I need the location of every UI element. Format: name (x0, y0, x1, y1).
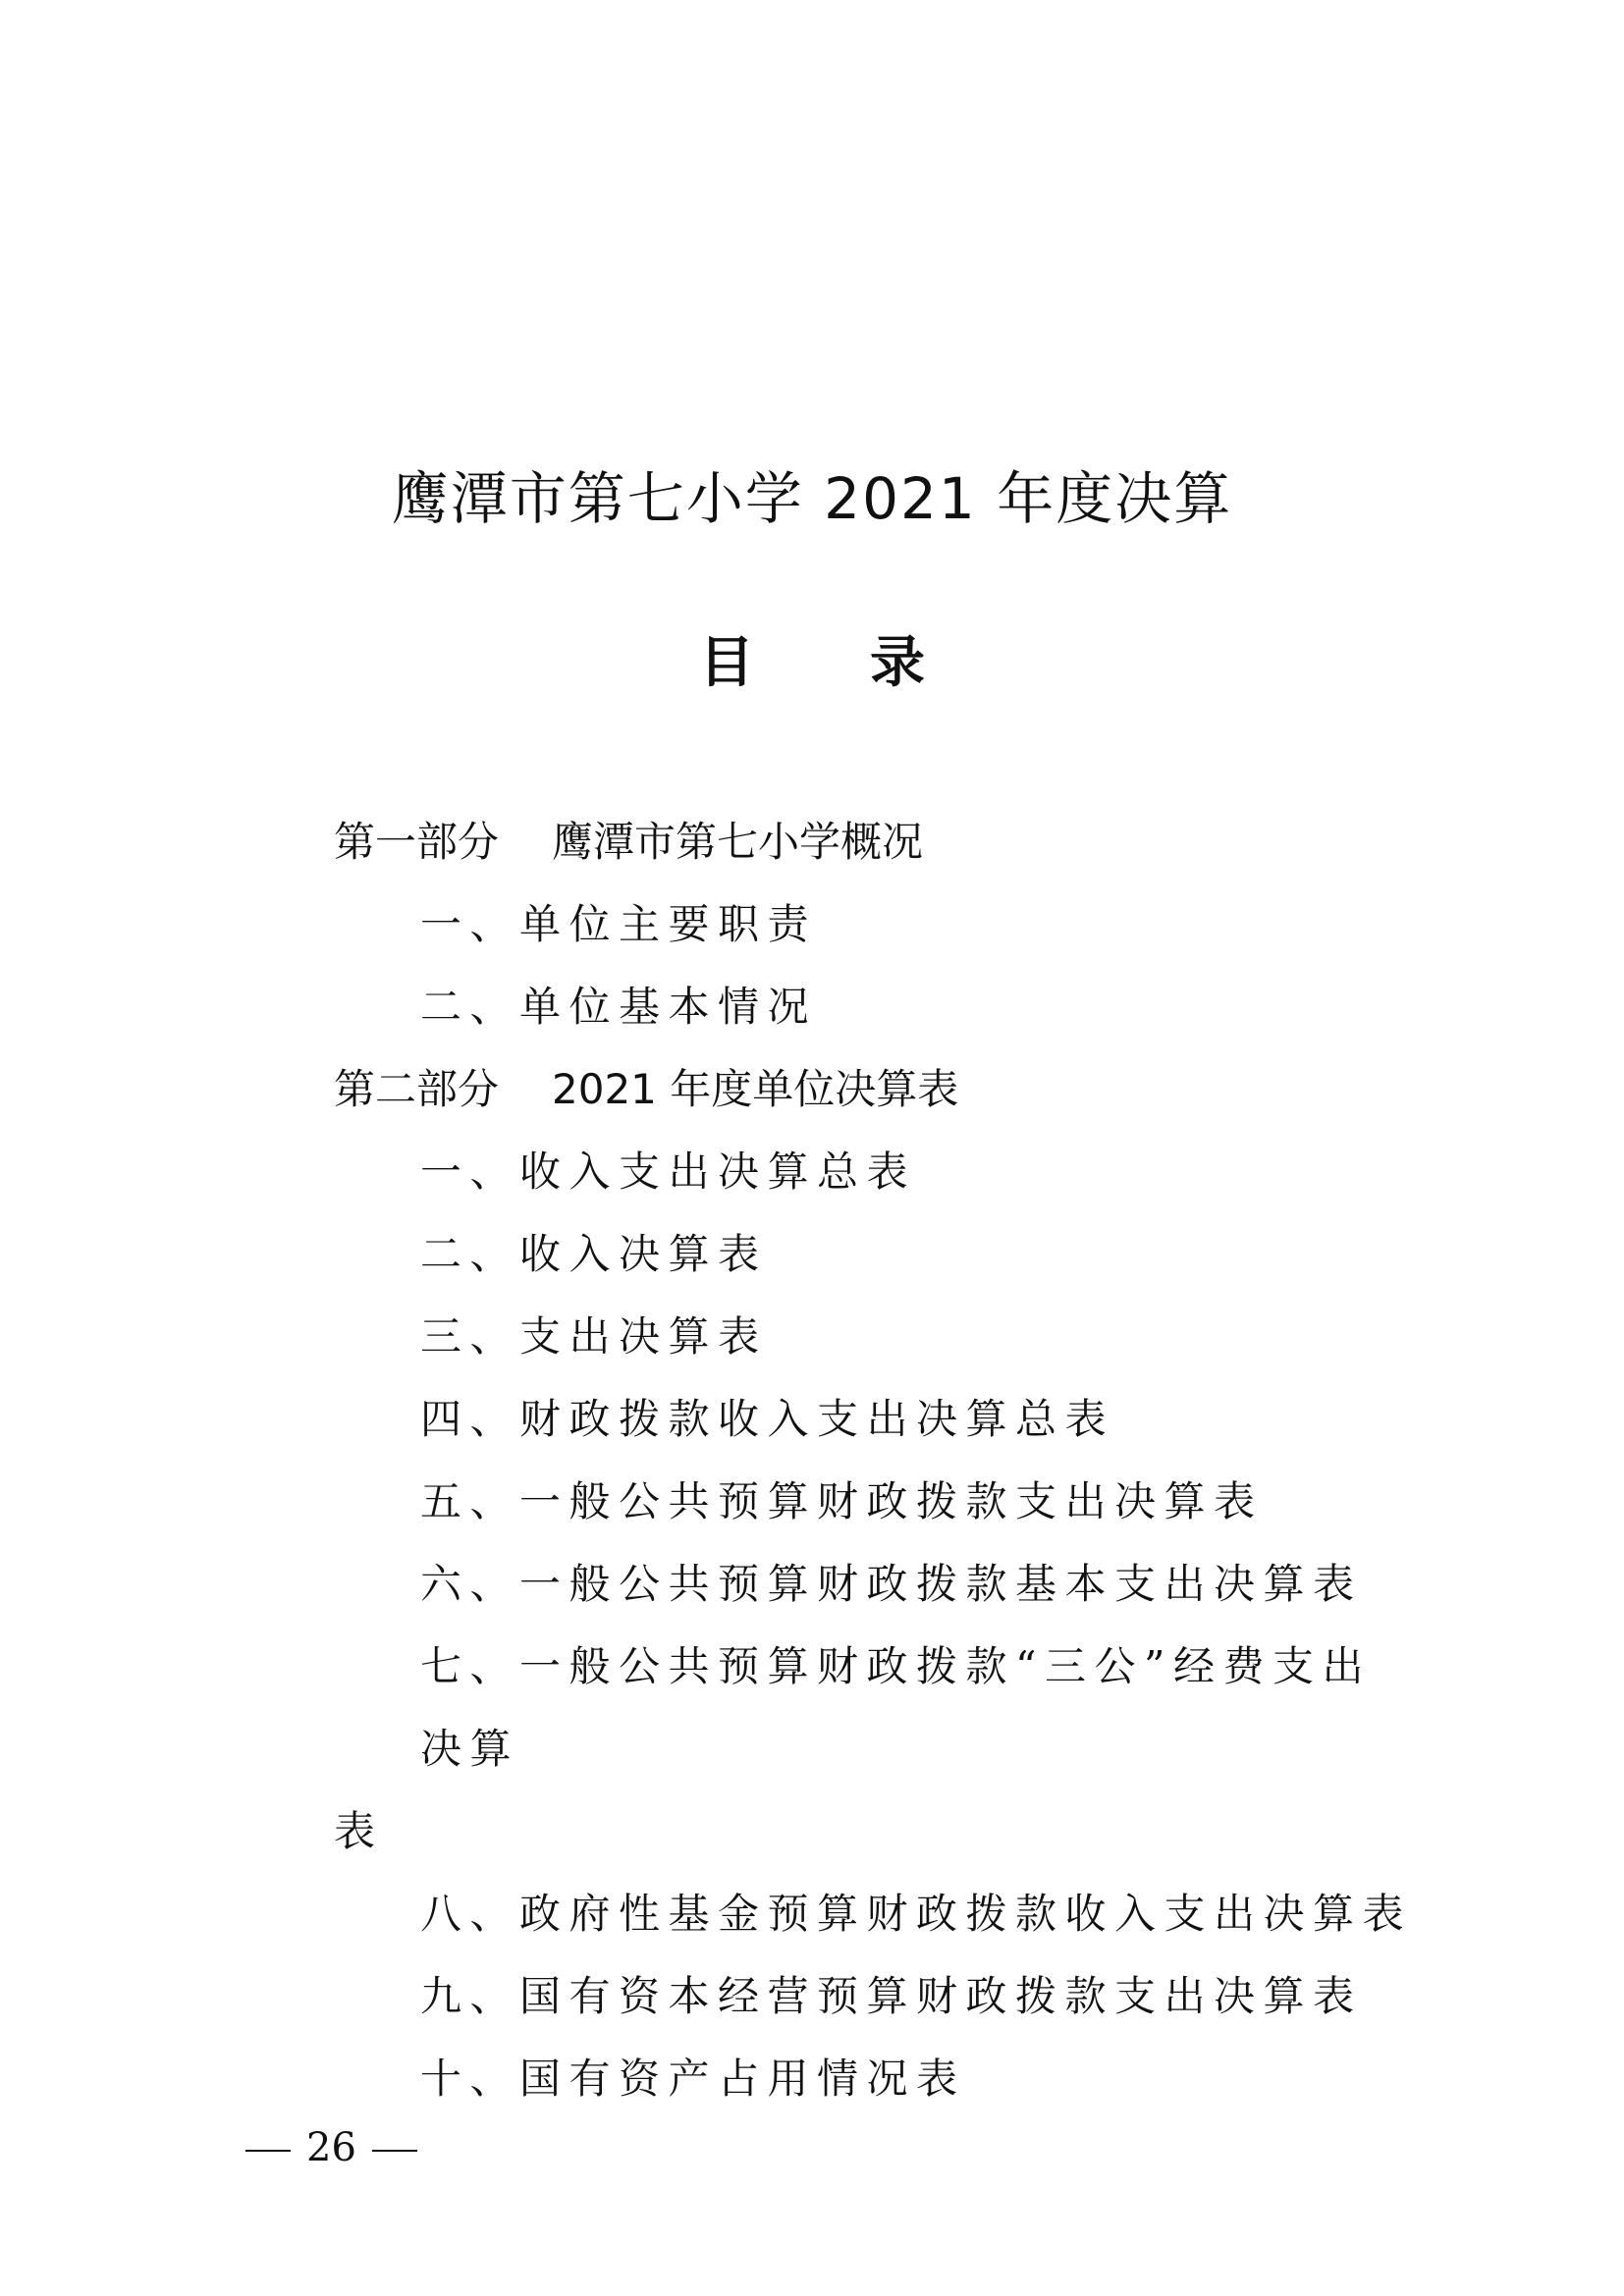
table-of-contents (334, 801, 1413, 2120)
toc-item: 六、一般公共预算财政拨款基本支出决算表 (420, 1560, 1363, 1608)
toc-item: 三、支出决算表 (420, 1312, 768, 1361)
document-title: 鹰潭市第七小学 2021 年度决算 (391, 465, 1233, 532)
toc-item: 一、单位主要职责 (420, 900, 818, 948)
toc-part-2-label: 第二部分 (334, 1065, 500, 1113)
toc-item-line-2: 表 (334, 1807, 384, 1855)
toc-item: 五、一般公共预算财政拨款支出决算表 (420, 1477, 1264, 1525)
page-number: 26 (306, 2125, 356, 2170)
toc-heading-char-1: 目 (699, 631, 754, 695)
toc-item: 一、收入支出决算总表 (420, 1148, 917, 1196)
toc-item: 四、财政拨款收入支出决算总表 (420, 1395, 1115, 1443)
toc-item: 十、国有资产占用情况表 (420, 2055, 966, 2103)
toc-part-1 (334, 801, 1394, 883)
toc-heading-char-2: 录 (870, 631, 925, 695)
toc-item-line-1: 七、一般公共预算财政拨款“三公”经费支出决算 (420, 1642, 1372, 1773)
left-dash (245, 2150, 291, 2152)
toc-part-2-title: 2021 年度单位决算表 (552, 1065, 959, 1113)
toc-item: 二、单位基本情况 (420, 983, 818, 1031)
toc-item-wrapped (334, 1626, 1394, 1873)
toc-heading (0, 624, 1624, 703)
toc-item: 九、国有资本经营预算财政拨款支出决算表 (420, 1972, 1363, 2020)
toc-part-1-title: 鹰潭市第七小学概况 (552, 818, 924, 866)
right-dash (372, 2150, 417, 2152)
toc-item: 八、政府性基金预算财政拨款收入支出决算表 (420, 1890, 1413, 1938)
toc-part-1-label: 第一部分 (334, 818, 500, 866)
toc-item: 二、收入决算表 (420, 1230, 768, 1278)
page-number-footer (245, 2118, 417, 2177)
toc-part-2 (334, 1048, 1394, 1131)
